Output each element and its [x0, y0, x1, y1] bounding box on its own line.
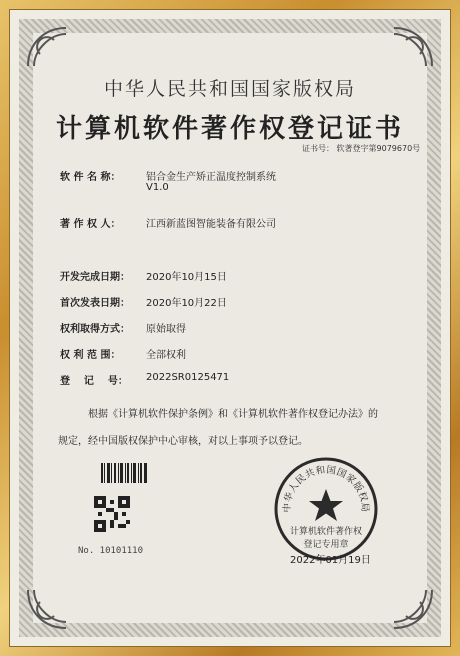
software-version: V1.0 — [146, 182, 169, 193]
pub-date-label: 首次发表日期： — [60, 298, 130, 309]
qr-code-icon — [94, 496, 130, 532]
statement-line-1: 根据《计算机软件保护条例》和《计算机软件著作权登记办法》的 — [88, 409, 378, 420]
owner-value: 江西新蓝图智能装备有限公司 — [146, 219, 276, 230]
corner-ornament-icon — [390, 586, 436, 632]
scope-label: 权 利 范 围： — [60, 350, 121, 361]
acquisition-label: 权利取得方式： — [60, 324, 130, 335]
pub-date-value: 2020年10月22日 — [146, 298, 227, 309]
statement-line-2: 规定，经中国版权保护中心审核，对以上事项予以登记。 — [58, 436, 308, 447]
acquisition-value: 原始取得 — [146, 324, 186, 335]
software-name-label: 软 件 名 称： — [60, 172, 121, 183]
issuing-authority: 中华人民共和国国家版权局 — [103, 78, 356, 100]
corner-ornament-icon — [390, 24, 436, 70]
certificate-number: 证书号： 软著登字第9079670号 — [302, 144, 421, 153]
dev-date-value: 2020年10月15日 — [146, 272, 227, 283]
official-seal-icon — [273, 456, 379, 562]
corner-ornament-icon — [24, 586, 70, 632]
certificate-serial: No. 10101110 — [78, 546, 144, 556]
barcode-icon — [100, 462, 148, 484]
registration-number: 2022SR0125471 — [146, 372, 230, 383]
svg-text:中华人民共和国国家版权局: 中华人民共和国国家版权局 — [281, 464, 371, 513]
registration-label: 登 记 号： — [60, 376, 128, 387]
issue-date: 2022年01月19日 — [290, 555, 371, 566]
certificate-title: 计算机软件著作权登记证书 — [55, 114, 404, 144]
software-name-value: 铝合金生产矫正温度控制系统 — [146, 172, 276, 183]
dev-date-label: 开发完成日期： — [60, 272, 130, 283]
scope-value: 全部权利 — [146, 350, 186, 361]
svg-text:登记专用章: 登记专用章 — [303, 540, 349, 550]
corner-ornament-icon — [24, 24, 70, 70]
owner-label: 著 作 权 人： — [60, 219, 121, 230]
svg-text:计算机软件著作权: 计算机软件著作权 — [289, 527, 363, 537]
